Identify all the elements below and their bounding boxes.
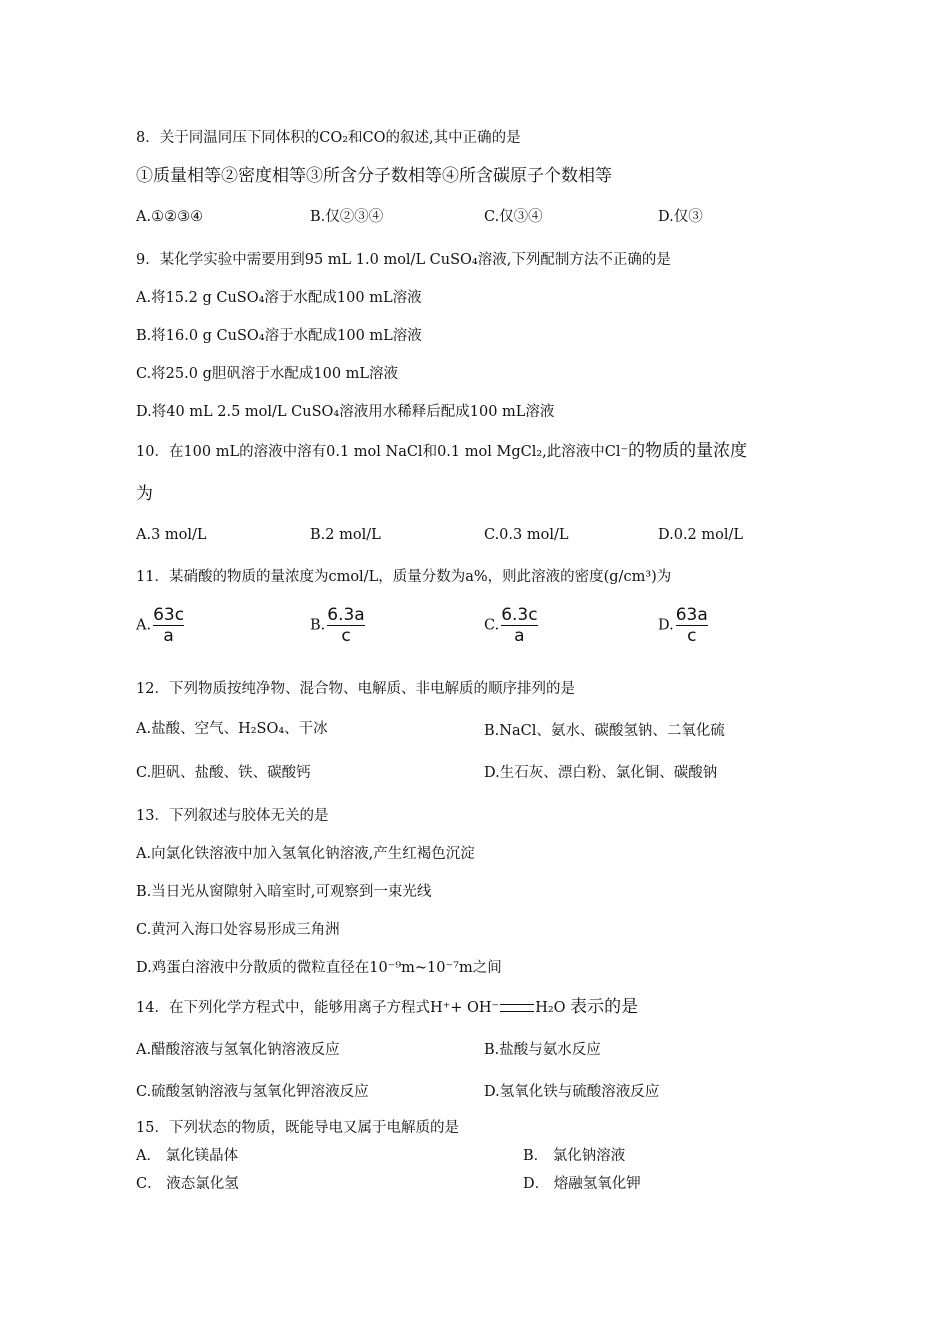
q11-option-a-fraction [153,606,184,645]
q9-stem: 9．某化学实验中需要用到95 mL 1.0 mol/L CuSO₄溶液,下列配制方法不正确的是 [136,252,671,268]
q15-option-b: B． 氯化钠溶液 [523,1148,626,1164]
q14-option-c: C.硫酸氢钠溶液与氢氧化钾溶液反应 [136,1084,369,1100]
q15-option-d: D． 熔融氢氧化钾 [523,1176,641,1192]
q11-option-c [484,606,538,645]
q9-option-a: A.将15.2 g CuSO₄溶于水配成100 mL溶液 [136,290,422,306]
q11-option-b-fraction [327,606,364,645]
q10-option-c: C.0.3 mol/L [484,527,569,543]
q10-option-b: B.2 mol/L [310,527,381,543]
q8-stem: 8．关于同温同压下同体积的CO₂和CO的叙述,其中正确的是 [136,130,521,146]
q10-option-a: A.3 mol/L [136,527,207,543]
q12-option-c: C.胆矾、盐酸、铁、碳酸钙 [136,765,311,781]
q14-stem [136,997,638,1018]
q11-option-a [136,606,184,645]
q9-option-d: D.将40 mL 2.5 mol/L CuSO₄溶液用水稀释后配成100 mL溶液 [136,404,555,420]
q9-option-b: B.将16.0 g CuSO₄溶于水配成100 mL溶液 [136,328,422,344]
q8-option-a: A.①②③④ [136,209,204,225]
q15-option-a: A． 氯化镁晶体 [136,1148,239,1164]
q11-option-c-denominator: a [514,626,525,646]
q10-stem-part2: 的物质的量浓度 [628,441,748,461]
q8-option-d: D.仅③ [658,209,703,225]
q15-option-c: C． 液态氯化氢 [136,1176,239,1192]
q11-option-d-numerator: 63a [675,605,708,625]
q11-option-d-fraction [676,606,708,645]
q14-option-d: D.氢氧化铁与硫酸溶液反应 [484,1084,660,1100]
q11-option-a-numerator: 63c [153,605,185,625]
q12-stem: 12．下列物质按纯净物、混合物、电解质、非电解质的顺序排列的是 [136,681,575,697]
q11-stem: 11．某硝酸的物质的量浓度为cmol/L，质量分数为a%，则此溶液的密度(g/cm³)为 [136,569,672,585]
q11-option-c-label: C. [484,617,500,634]
equals-sign-icon [500,1004,534,1012]
q11-option-c-fraction [501,606,537,645]
q12-option-a: A.盐酸、空气、H₂SO₄、干冰 [136,721,328,737]
q13-option-b: B.当日光从窗隙射入暗室时,可观察到一束光线 [136,884,432,900]
q14-stem-part2: H₂O [535,1000,566,1016]
q13-option-d: D.鸡蛋白溶液中分散质的微粒直径在10⁻⁹m~10⁻⁷m之间 [136,960,502,976]
q10-stem-part3: 为 [136,484,153,504]
q12-option-b: B.NaCl、氨水、碳酸氢钠、二氧化硫 [484,723,725,739]
q10-option-d: D.0.2 mol/L [658,527,744,543]
q11-option-b-denominator: c [341,626,351,646]
q8-option-c: C.仅③④ [484,209,543,225]
q11-option-d-label: D. [658,617,674,634]
q10-stem-part1: 10．在100 mL的溶液中溶有0.1 mol NaCl和0.1 mol MgCl₂,此溶液中Cl⁻ [136,444,629,460]
q14-stem-part3: 表示的是 [570,997,639,1017]
q11-option-a-denominator: a [163,626,174,646]
q15-stem: 15．下列状态的物质，既能导电又属于电解质的是 [136,1120,459,1136]
q11-option-b-label: B. [310,617,326,634]
q8-statement-list: ①质量相等②密度相等③所含分子数相等④所含碳原子个数相等 [136,166,612,186]
q11-option-c-numerator: 6.3c [501,605,538,625]
q9-option-c: C.将25.0 g胆矾溶于水配成100 mL溶液 [136,366,399,382]
q8-option-b: B.仅②③④ [310,209,384,225]
q11-option-d [658,606,708,645]
q13-stem: 13．下列叙述与胶体无关的是 [136,808,329,824]
q14-option-a: A.醋酸溶液与氢氧化钠溶液反应 [136,1042,340,1058]
q14-option-b: B.盐酸与氨水反应 [484,1042,601,1058]
q13-option-c: C.黄河入海口处容易形成三角洲 [136,922,340,938]
q11-option-d-denominator: c [687,626,697,646]
q10-stem [136,441,747,462]
q11-option-a-label: A. [136,617,152,634]
q11-option-b-numerator: 6.3a [327,605,365,625]
q12-option-d: D.生石灰、漂白粉、氯化铜、碳酸钠 [484,765,718,781]
q11-option-b [310,606,365,645]
q13-option-a: A.向氯化铁溶液中加入氢氧化钠溶液,产生红褐色沉淀 [136,846,475,862]
q14-stem-part1: 14．在下列化学方程式中，能够用离子方程式H⁺+ OH⁻ [136,1000,500,1016]
